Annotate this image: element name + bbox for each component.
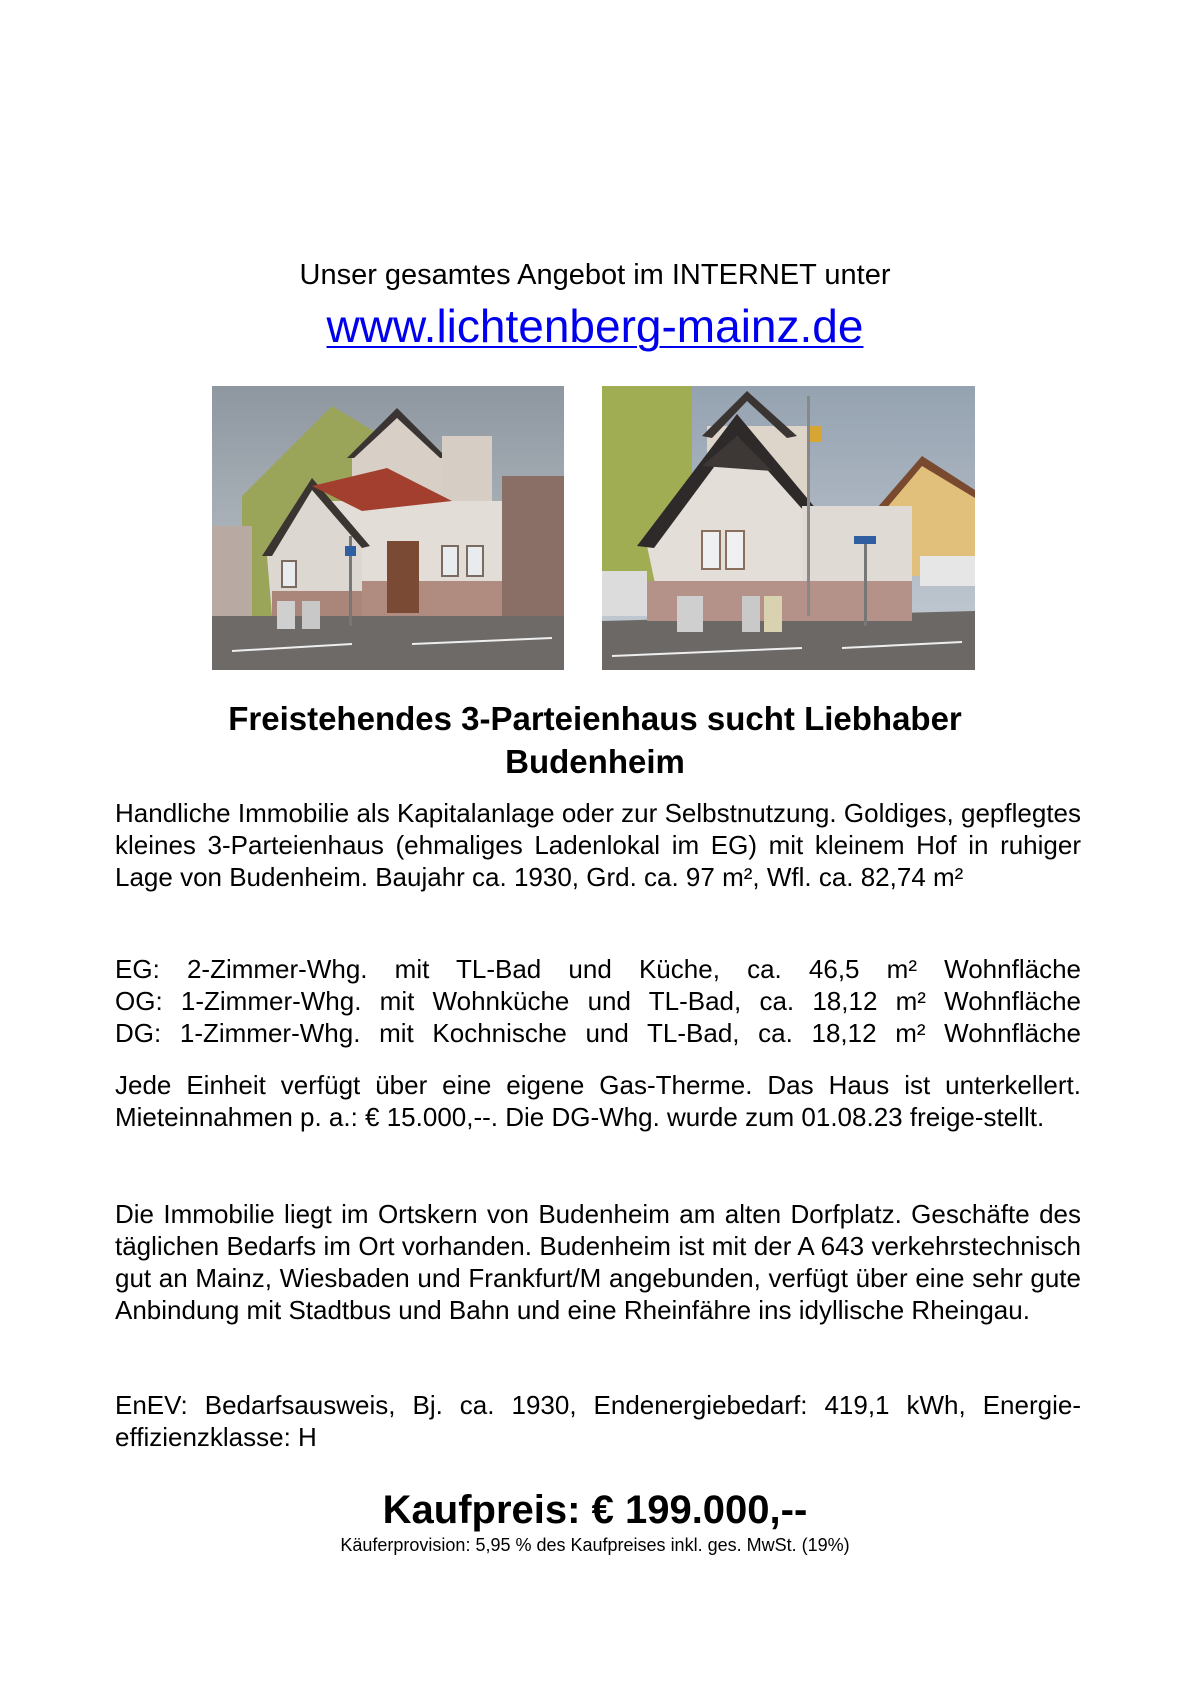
unit-line-dg: DG: 1-Zimmer-Whg. mit Kochnische und TL-Bad, ca. 18,12 m² Wohnfläche xyxy=(115,1018,1081,1048)
intro-text: Unser gesamtes Angebot im INTERNET unter xyxy=(299,259,891,291)
house-photo-1 xyxy=(212,386,564,670)
listing-title-line2: Budenheim xyxy=(505,743,685,780)
location-paragraph: Die Immobilie liegt im Ortskern von Budenheim am alten Dorfplatz. Geschäfte des täglichen Bedarfs im Ort vorhanden. Budenheim ist mit der A 643 verkehrstechnisch gut an Mainz, Wiesbaden und Frankfurt/M angebunden, verfügt über eine sehr gute Anbindung mit Stadtbus und Bahn und eine Rheinfähre ins idyllische Rheingau. xyxy=(115,1199,1081,1325)
unit-line-og: OG: 1-Zimmer-Whg. mit Wohnküche und TL-Bad, ca. 18,12 m² Wohnfläche xyxy=(115,986,1081,1016)
buyer-commission: Käuferprovision: 5,95 % des Kaufpreises inkl. ges. MwSt. (19%) xyxy=(340,1535,850,1555)
house-photo-icon xyxy=(602,386,975,670)
unit-line-eg: EG: 2-Zimmer-Whg. mit TL-Bad und Küche, ca. 46,5 m² Wohnfläche xyxy=(115,954,1081,984)
house-photo-icon xyxy=(212,386,564,670)
website-link[interactable]: www.lichtenberg-mainz.de xyxy=(326,300,864,352)
heating-rent-paragraph: Jede Einheit verfügt über eine eigene Gas-Therme. Das Haus ist unterkellert. Mieteinnahmen p. a.: € 15.000,--. Die DG-Whg. wurde zum 01.08.23 freige-stellt. xyxy=(115,1070,1081,1132)
description-paragraph: Handliche Immobilie als Kapitalanlage oder zur Selbstnutzung. Goldiges, gepflegtes kleines 3-Parteienhaus (ehmaliges Ladenlokal im EG) mit kleinem Hof in ruhiger Lage von Budenheim. Baujahr ca. 1930, Grd. ca. 97 m², Wfl. ca. 82,74 m² xyxy=(115,798,1081,892)
listing-title xyxy=(100,697,1090,783)
energy-paragraph: EnEV: Bedarfsausweis, Bj. ca. 1930, Endenergiebedarf: 419,1 kWh, Energie-effizienzklasse: H xyxy=(115,1390,1081,1452)
listing-title-line1: Freistehendes 3-Parteienhaus sucht Liebhaber xyxy=(228,700,962,737)
purchase-price: Kaufpreis: € 199.000,-- xyxy=(382,1488,808,1532)
website-url xyxy=(0,298,1190,354)
house-photo-2 xyxy=(602,386,975,670)
units-paragraph xyxy=(115,953,1081,1049)
